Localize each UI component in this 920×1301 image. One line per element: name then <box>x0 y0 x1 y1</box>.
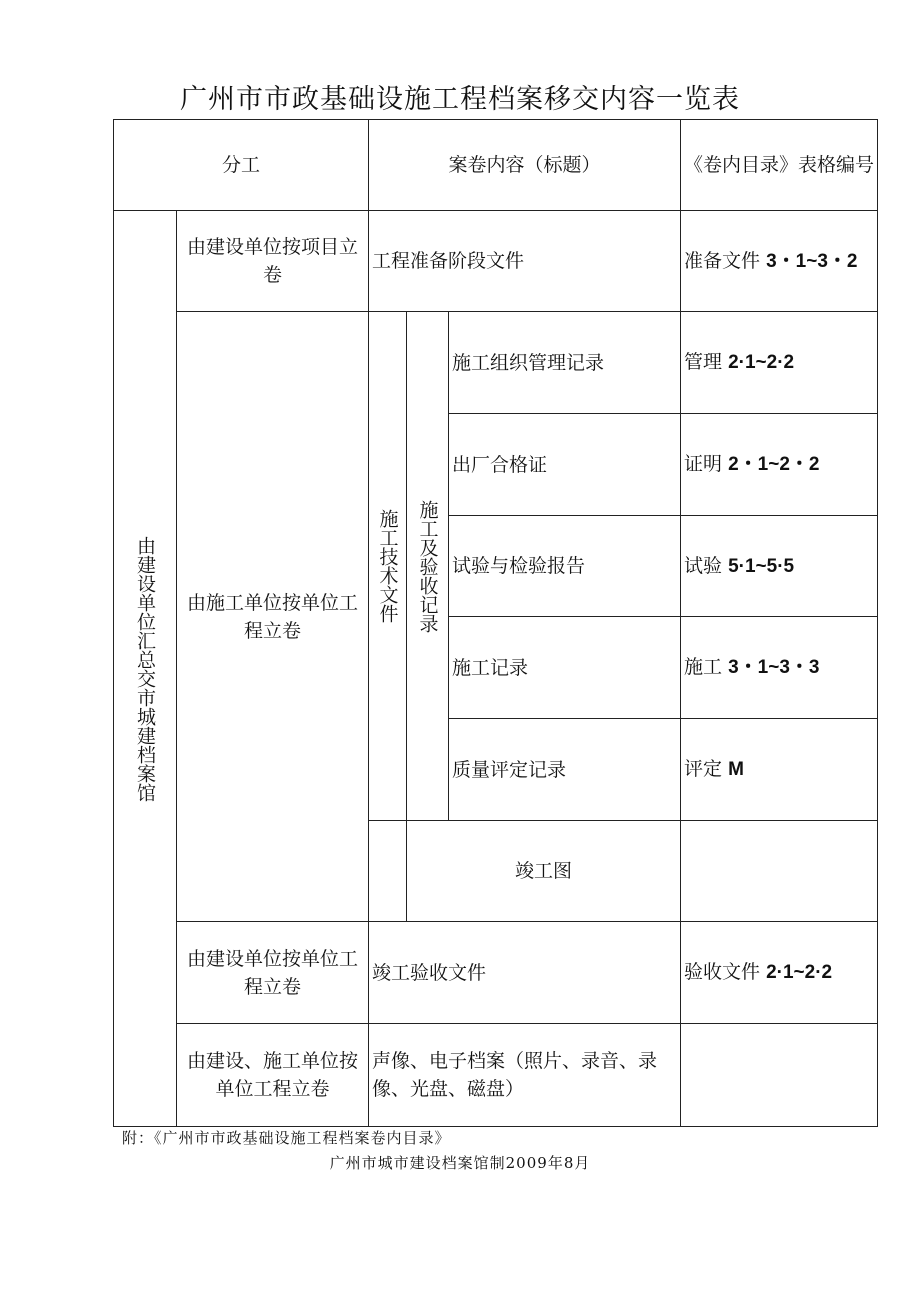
content-media: 声像、电子档案（照片、录音、录像、光盘、磁盘） <box>369 1024 681 1127</box>
content-item: 施工记录 <box>449 617 681 719</box>
content-item: 施工组织管理记录 <box>449 312 681 414</box>
header-content: 案卷内容（标题） <box>369 120 681 211</box>
division-construction: 由施工单位按单位工程立卷 <box>177 312 369 922</box>
archive-transfer-table <box>113 119 878 1127</box>
table-row <box>114 211 878 312</box>
group-tech-label: 施工技术文件 <box>376 509 399 623</box>
division-acceptance: 由建设单位按单位工程立卷 <box>177 922 369 1024</box>
form-acceptance <box>681 922 878 1024</box>
form-item <box>681 617 878 719</box>
table-row <box>114 312 878 414</box>
group-inspection-label: 施工及验收记录 <box>416 499 439 633</box>
form-label: 证明 <box>684 453 723 475</box>
page-title: 广州市市政基础设施工程档案移交内容一览表 <box>180 84 740 115</box>
form-item <box>681 414 878 516</box>
header-division: 分工 <box>114 120 369 211</box>
form-code: 5·1~5·5 <box>728 555 795 577</box>
form-label: 试验 <box>684 554 723 577</box>
content-item: 质量评定记录 <box>449 719 681 821</box>
form-label: 管理 <box>684 351 723 373</box>
side-label-cell <box>114 211 177 1127</box>
form-item <box>681 719 878 821</box>
form-prep <box>681 211 878 312</box>
form-item <box>681 516 878 617</box>
header-form-number: 《卷内目录》表格编号 <box>681 120 878 211</box>
content-prep: 工程准备阶段文件 <box>369 211 681 312</box>
form-code: 2·1~2·2 <box>766 962 833 983</box>
footer-credit: 广州市城市建设档案馆制2009年8月 <box>329 1154 591 1172</box>
form-label: 准备文件 <box>684 249 761 272</box>
form-code: M <box>728 759 744 780</box>
form-label: 施工 <box>684 656 723 678</box>
form-code: 3・1~3・2 <box>766 250 858 272</box>
form-code: 3・1~3・3 <box>728 657 820 678</box>
appendix-note: 附：《广州市市政基础设施工程档案卷内目录》 <box>122 1129 451 1147</box>
form-code: 2·1~2·2 <box>728 352 795 373</box>
content-as-built: 竣工图 <box>407 821 681 922</box>
content-acceptance: 竣工验收文件 <box>369 922 681 1024</box>
table-header-row <box>114 120 878 211</box>
form-label: 评定 <box>684 758 723 780</box>
side-label: 由建设单位汇总交市城建档案馆 <box>134 535 156 802</box>
table-row <box>114 922 878 1024</box>
empty-cell <box>369 821 407 922</box>
division-prep: 由建设单位按项目立卷 <box>177 211 369 312</box>
form-label: 验收文件 <box>684 961 761 983</box>
group-inspection-cell <box>407 312 449 821</box>
division-media: 由建设、施工单位按单位工程立卷 <box>177 1024 369 1127</box>
form-item <box>681 312 878 414</box>
content-item: 出厂合格证 <box>449 414 681 516</box>
empty-cell <box>681 1024 878 1127</box>
empty-cell <box>681 821 878 922</box>
table-row <box>114 1024 878 1127</box>
group-tech-cell <box>369 312 407 821</box>
content-item: 试验与检验报告 <box>449 516 681 617</box>
form-code: 2・1~2・2 <box>728 454 820 475</box>
